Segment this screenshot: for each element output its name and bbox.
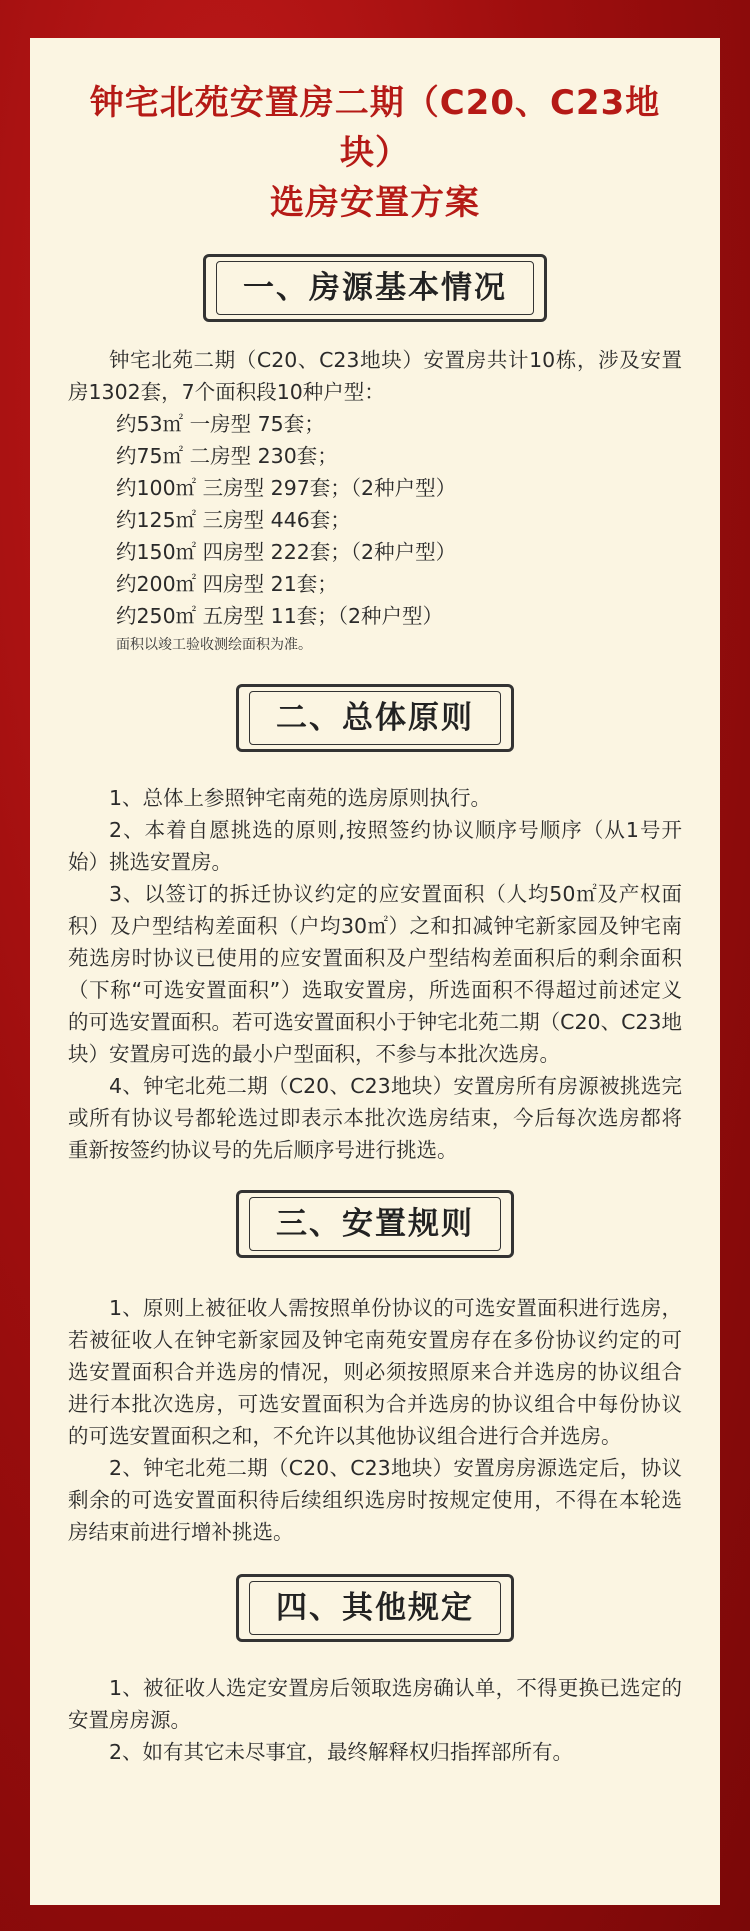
section-heading-frame (236, 1190, 514, 1258)
section-2-paragraph: 4、钟宅北苑二期（C20、C23地块）安置房所有房源被挑选完或所有协议号都轮选过即表示本批次选房结束，今后每次选房都将重新按签约协议号的先后顺序号进行挑选。 (68, 1074, 682, 1162)
list-item: 约75㎡ 二房型 230套； (116, 444, 338, 468)
list-item: 约200㎡ 四房型 21套； (116, 572, 338, 596)
section-2-paragraph: 2、本着自愿挑选的原则,按照签约协议顺序号顺序（从1号开始）挑选安置房。 (68, 818, 682, 874)
section-3-paragraph: 1、原则上被征收人需按照单份协议的可选安置面积进行选房，若被征收人在钟宅新家园及钟宅南苑安置房存在多份协议约定的可选安置面积合并选房的情况，则必须按照原来合并选房的协议组合进行本批次选房，可选安置面积为合并选房的协议组合中每份协议的可选安置面积之和，不允许以其他协议组合进行合并选房。 (68, 1296, 682, 1448)
section-3-header (68, 1190, 682, 1258)
list-item: 约100㎡ 三房型 297套；（2种户型） (116, 476, 457, 500)
list-item: 约250㎡ 五房型 11套；（2种户型） (116, 604, 444, 628)
section-2-paragraph: 1、总体上参照钟宅南苑的选房原则执行。 (109, 786, 492, 810)
list-item: 约150㎡ 四房型 222套；（2种户型） (116, 540, 457, 564)
section-2-paragraph: 3、以签订的拆迁协议约定的应安置面积（人均50㎡及产权面积）及户型结构差面积（户均30㎡）之和扣减钟宅新家园及钟宅南苑选房时协议已使用的应安置面积及户型结构差面积后的剩余面积（下称“可选安置面积”）选取安置房，所选面积不得超过前述定义的可选安置面积。若可选安置面积小于钟宅北苑二期（C20、C23地块）安置房可选的最小户型面积，不参与本批次选房。 (68, 882, 682, 1066)
section-heading-frame (236, 684, 514, 752)
section-heading-frame (203, 254, 547, 322)
section-4-header (68, 1574, 682, 1642)
section-4-heading: 四、其他规定 (249, 1581, 501, 1635)
section-4-paragraph: 1、被征收人选定安置房后领取选房确认单，不得更换已选定的安置房房源。 (68, 1676, 682, 1732)
list-item: 约125㎡ 三房型 446套； (116, 508, 351, 532)
area-note: 面积以竣工验收测绘面积为准。 (116, 637, 312, 653)
unit-type-list (68, 408, 682, 632)
section-2-heading: 二、总体原则 (249, 691, 501, 745)
section-heading-frame (236, 1574, 514, 1642)
section-1-intro: 钟宅北苑二期（C20、C23地块）安置房共计10栋，涉及安置房1302套，7个面积段10种户型： (68, 348, 682, 404)
section-3-heading: 三、安置规则 (249, 1197, 501, 1251)
list-item: 约53㎡ 一房型 75套； (116, 412, 325, 436)
section-4-paragraph: 2、如有其它未尽事宜，最终解释权归指挥部所有。 (109, 1740, 574, 1764)
title-line-2: 选房安置方案 (270, 183, 480, 223)
section-1-heading: 一、房源基本情况 (216, 261, 534, 315)
title-line-1: 钟宅北苑安置房二期（C20、C23地块） (89, 83, 661, 173)
page-title (68, 78, 682, 228)
section-2-header (68, 684, 682, 752)
section-1-header (68, 254, 682, 322)
document-page (30, 38, 720, 1905)
section-3-paragraph: 2、钟宅北苑二期（C20、C23地块）安置房房源选定后，协议剩余的可选安置面积待后续组织选房时按规定使用，不得在本轮选房结束前进行增补挑选。 (68, 1456, 682, 1544)
